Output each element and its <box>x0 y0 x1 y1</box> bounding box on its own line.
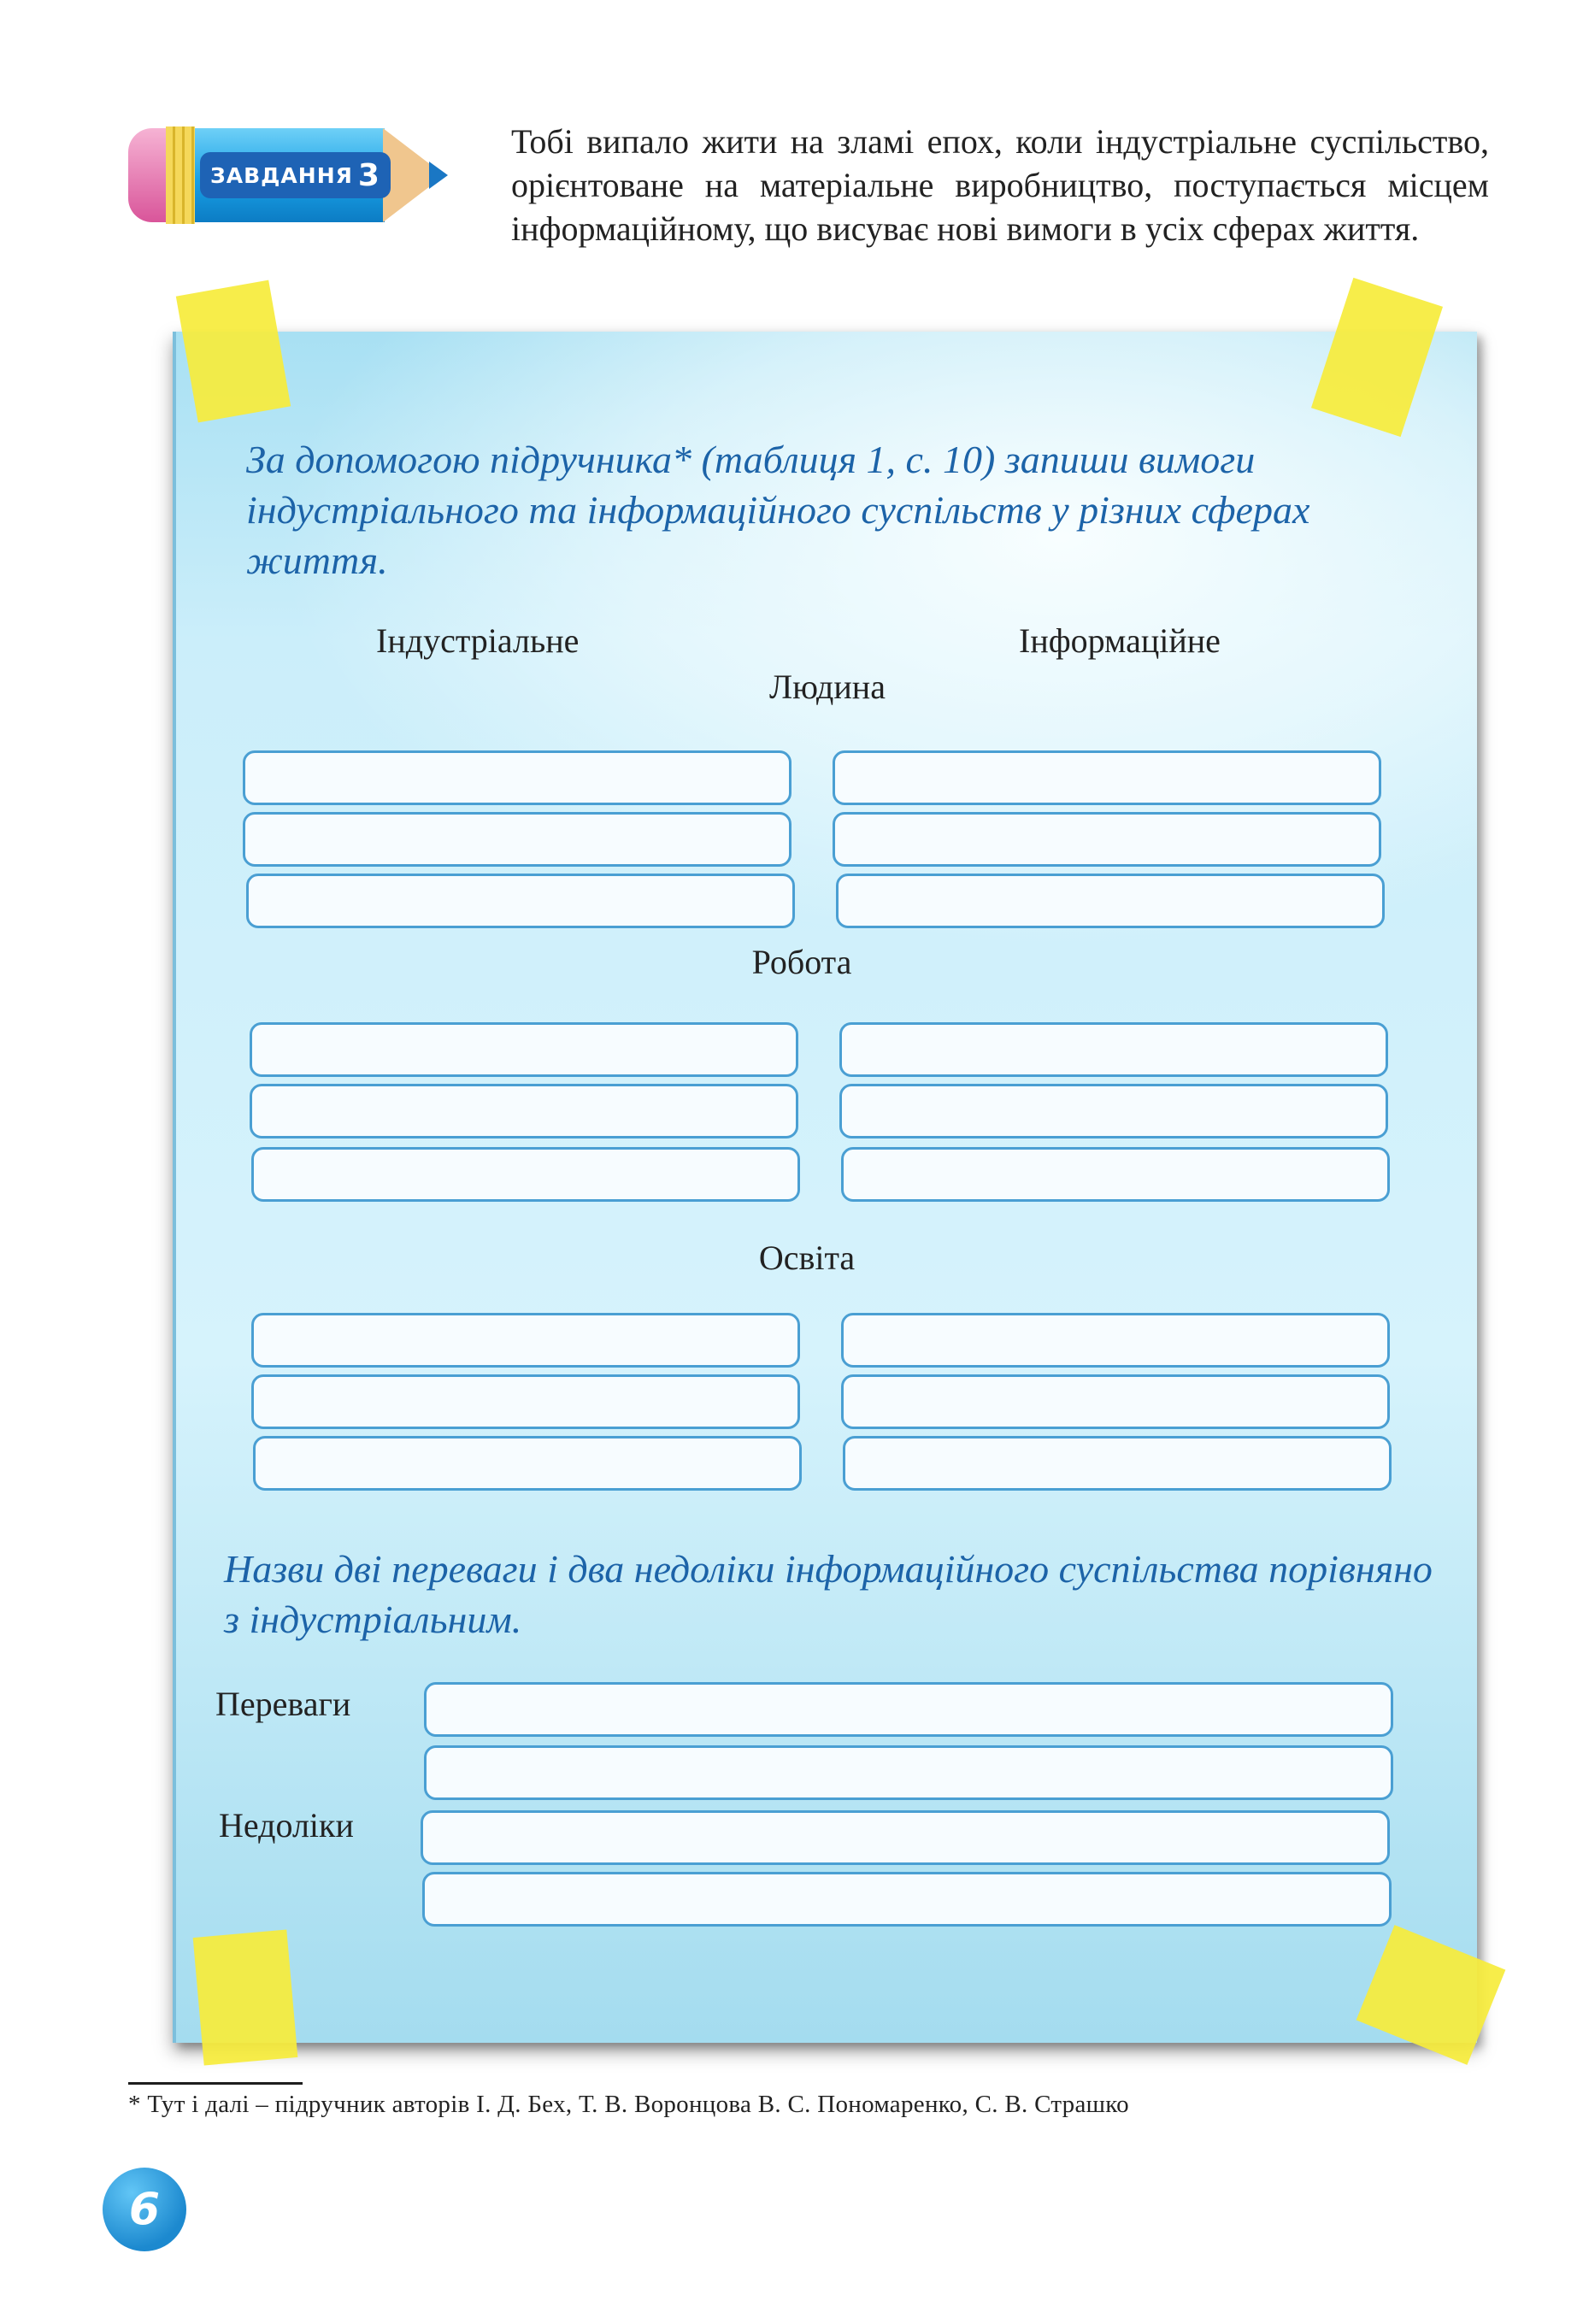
task2-instruction: Назви дві переваги і два недоліки інформаційного суспільства порівняно з індустріальним. <box>224 1547 1433 1641</box>
answer-field[interactable] <box>243 812 792 867</box>
task-badge <box>128 120 462 231</box>
task-label-text: ЗАВДАННЯ <box>210 162 353 188</box>
answer-field[interactable] <box>250 1084 798 1138</box>
footnote-rule <box>128 2082 303 2085</box>
answer-field[interactable] <box>833 750 1381 805</box>
section-title-education: Освіта <box>758 1238 856 1277</box>
pencil-lead <box>429 162 448 189</box>
answer-field[interactable] <box>833 812 1381 867</box>
task-number: 3 <box>357 157 380 193</box>
answer-field[interactable] <box>841 1147 1390 1202</box>
answer-field[interactable] <box>251 1374 800 1429</box>
footnote: * Тут і далі – підручник авторів І. Д. Бех, Т. В. Воронцова В. С. Пономаренко, С. В. Страшко <box>128 2091 1129 2118</box>
answer-field[interactable] <box>841 1313 1390 1368</box>
column-header-information: Інформаційне <box>1019 621 1221 660</box>
label-advantages: Переваги <box>215 1685 351 1723</box>
intro-paragraph: Тобі випало жити на зламі епох, коли індустріальне суспільство, орієнтоване на матеріальне виробництво, поступається місцем інформаційному, що висуває нові вимоги в усіх сферах життя. <box>511 122 1489 248</box>
page-number: 6 <box>103 2168 186 2251</box>
answer-field[interactable] <box>843 1436 1392 1491</box>
column-header-industrial: Індустріальне <box>376 621 580 660</box>
task-label <box>200 152 391 198</box>
answer-field[interactable] <box>246 874 795 928</box>
section-title-work: Робота <box>751 943 852 981</box>
answer-field[interactable] <box>251 1147 800 1202</box>
answer-field[interactable] <box>839 1022 1388 1077</box>
answer-field[interactable] <box>251 1313 800 1368</box>
section-title-person: Людина <box>769 668 886 706</box>
answer-field[interactable] <box>250 1022 798 1077</box>
answer-field[interactable] <box>836 874 1385 928</box>
answer-field[interactable] <box>841 1374 1390 1429</box>
tape-bottom-left <box>193 1929 298 2065</box>
task1-instruction: За допомогою підручника* (таблиця 1, с. 10) запиши вимоги індустріального та інформаційного суспільств у різних сферах життя. <box>246 438 1310 582</box>
pencil-ferrule <box>166 126 195 224</box>
answer-field[interactable] <box>253 1436 802 1491</box>
advantage-field[interactable] <box>424 1745 1393 1800</box>
advantage-field[interactable] <box>424 1682 1393 1737</box>
pencil-eraser <box>128 128 171 222</box>
disadvantage-field[interactable] <box>421 1810 1390 1865</box>
answer-field[interactable] <box>839 1084 1388 1138</box>
answer-field[interactable] <box>243 750 792 805</box>
disadvantage-field[interactable] <box>422 1872 1392 1927</box>
label-disadvantages: Недоліки <box>219 1806 354 1844</box>
worksheet-card <box>173 332 1477 2043</box>
